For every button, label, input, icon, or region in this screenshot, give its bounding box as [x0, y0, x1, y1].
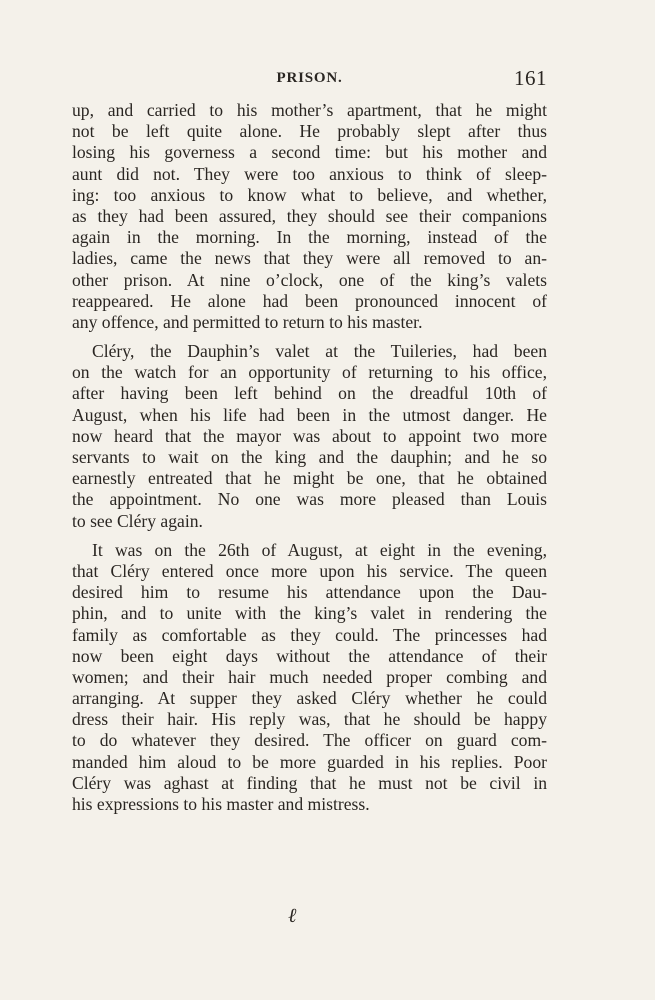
text-line: It was on the 26th of August, at eight in the evening, — [92, 539, 547, 560]
paragraph — [72, 100, 547, 333]
text-line: manded him aloud to be more guarded in his replies. Poor — [72, 751, 547, 772]
text-line: now been eight days without the attendance of their — [72, 645, 547, 666]
text-line: desired him to resume his attendance upon the Dau- — [72, 582, 547, 603]
text-line: not be left quite alone. He probably slept after thus — [72, 121, 547, 142]
text-line: up, and carried to his mother’s apartment, that he might — [72, 100, 547, 120]
text-line: to see Cléry again. — [72, 510, 203, 531]
text-line: as they had been assured, they should see their companions — [72, 205, 547, 226]
text-line: servants to wait on the king and the dauphin; and he so — [72, 447, 547, 467]
text-line: other prison. At nine o’clock, one of the king’s valets — [72, 269, 547, 290]
text-line: his expressions to his master and mistress. — [72, 794, 370, 814]
text-line: family as comfortable as they could. The princesses had — [72, 624, 547, 645]
paragraph — [72, 540, 547, 815]
text-line: after having been left behind on the dreadful 10th of — [72, 383, 547, 404]
text-line: Cléry was aghast at finding that he must not be civil in — [72, 772, 547, 793]
text-line: earnestly entreated that he might be one, that he obtained — [72, 468, 547, 489]
text-line: that Cléry entered once more upon his service. The queen — [72, 560, 547, 581]
signature-mark: ℓ — [288, 905, 297, 927]
page-number: 161 — [514, 66, 547, 90]
text-line: reappeared. He alone had been pronounced innocent of — [72, 290, 547, 311]
text-line: arranging. At supper they asked Cléry whether he could — [72, 688, 547, 709]
text-line: to do whatever they desired. The officer on guard com- — [72, 730, 547, 751]
text-line: women; and their hair much needed proper combing and — [72, 666, 547, 687]
text-line: the appointment. No one was more pleased than Louis — [72, 489, 547, 510]
paragraph-gap — [72, 333, 547, 341]
running-head-title: PRISON. — [276, 70, 343, 86]
text-line: dress their hair. His reply was, that he should be happy — [72, 709, 547, 730]
paragraph-gap — [72, 532, 547, 540]
text-line: phin, and to unite with the king’s valet in rendering the — [72, 603, 547, 624]
text-line: now heard that the mayor was about to appoint two more — [72, 425, 547, 446]
paragraph — [72, 341, 547, 532]
text-line: losing his governess a second time: but his mother and — [72, 142, 547, 163]
text-line: Cléry, the Dauphin’s valet at the Tuileries, had been — [92, 341, 547, 362]
body-text — [72, 100, 547, 815]
text-line: August, when his life had been in the utmost danger. He — [72, 404, 547, 425]
text-line: on the watch for an opportunity of returning to his office, — [72, 362, 547, 383]
text-line: ing: too anxious to know what to believe, and whether, — [72, 184, 547, 205]
text-line: again in the morning. In the morning, instead of the — [72, 227, 547, 248]
running-head — [72, 68, 547, 92]
text-line: aunt did not. They were too anxious to think of sleep- — [72, 163, 547, 184]
text-line: any offence, and permitted to return to his master. — [72, 311, 423, 332]
text-line: ladies, came the news that they were all removed to an- — [72, 248, 547, 269]
